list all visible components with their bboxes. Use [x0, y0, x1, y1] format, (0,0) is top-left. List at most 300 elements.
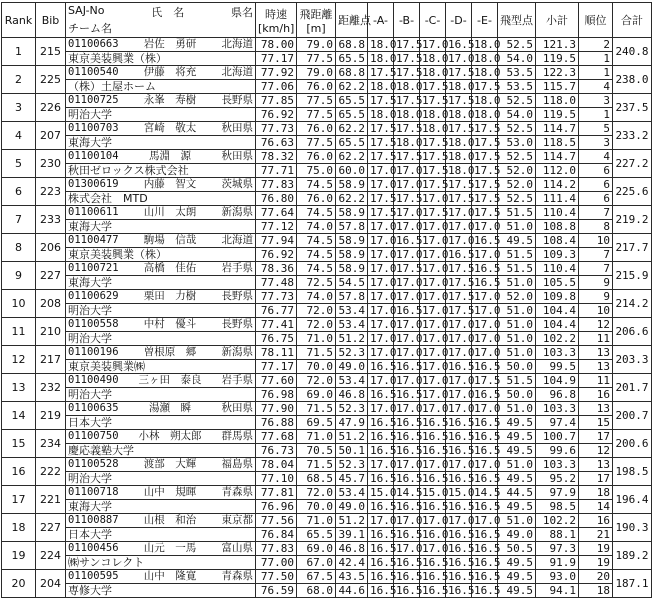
athlete-cell: [66, 486, 256, 500]
distance-points-cell: 58.9: [336, 262, 368, 276]
style-points-cell: 49.5: [498, 584, 536, 598]
distance-cell: 70.0: [297, 360, 336, 374]
judge-a-score: 17.0: [368, 346, 394, 360]
distance-points-cell: 52.3: [336, 402, 368, 416]
position-cell: 7: [579, 206, 613, 220]
rank-cell: 3: [2, 94, 36, 122]
team-cell: 東京美装興業（株）: [66, 248, 256, 262]
rank-cell: 7: [2, 206, 36, 234]
style-points-cell: 50.0: [498, 388, 536, 402]
distance-points-cell: 57.8: [336, 220, 368, 234]
athlete-cell: [66, 318, 256, 332]
judge-c-score: 17.0: [420, 542, 446, 556]
subtotal-cell: 109.3: [536, 248, 579, 262]
judge-d-score: 18.0: [446, 80, 472, 94]
athlete-name: 岩佐 勇研: [143, 38, 197, 50]
judge-c-score: 17.0: [420, 290, 446, 304]
athlete-name: 山川 太朗: [143, 206, 197, 218]
style-points-cell: 50.5: [498, 542, 536, 556]
subtotal-cell: 98.5: [536, 500, 579, 514]
judge-a-score: 16.5: [368, 500, 394, 514]
speed-cell: 78.04: [256, 458, 297, 472]
prefecture: 茨城県: [221, 178, 253, 190]
judge-a-score: 17.0: [368, 514, 394, 528]
position-cell: 4: [579, 80, 613, 94]
judge-a-score: 18.0: [368, 80, 394, 94]
judge-a-score: 16.5: [368, 528, 394, 542]
total-cell: 206.6: [613, 318, 652, 346]
judge-c-score: 17.5: [420, 178, 446, 192]
judge-c-score: 16.5: [420, 472, 446, 486]
bib-cell: 234: [36, 430, 66, 458]
saj-number: 01100540: [68, 66, 119, 78]
position-cell: 16: [579, 514, 613, 528]
speed-cell: 76.75: [256, 332, 297, 346]
distance-points-cell: 58.9: [336, 248, 368, 262]
style-points-cell: 49.0: [498, 528, 536, 542]
saj-number: 01100490: [68, 374, 119, 386]
judge-d-score: 17.5: [446, 94, 472, 108]
judge-b-score: 17.0: [394, 514, 420, 528]
bib-cell: 215: [36, 38, 66, 66]
distance-cell: 68.5: [297, 472, 336, 486]
distance-cell: 69.0: [297, 542, 336, 556]
distance-cell: 74.5: [297, 206, 336, 220]
distance-cell: 74.0: [297, 290, 336, 304]
athlete-cell: [66, 430, 256, 444]
subtotal-cell: 104.9: [536, 374, 579, 388]
judge-c-score: 16.5: [420, 444, 446, 458]
distance-points-cell: 42.4: [336, 556, 368, 570]
judge-d-score: 16.5: [446, 584, 472, 598]
prefecture: 群馬県: [221, 430, 253, 442]
judge-d-score: 17.0: [446, 514, 472, 528]
speed-cell: 77.17: [256, 52, 297, 66]
position-cell: 12: [579, 444, 613, 458]
bib-cell: 207: [36, 122, 66, 150]
style-points-cell: 54.0: [498, 108, 536, 122]
subtotal-cell: 119.5: [536, 108, 579, 122]
prefecture: 秋田県: [221, 402, 253, 414]
athlete-name: 高橋 佳佑: [143, 262, 197, 274]
bib-cell: 226: [36, 94, 66, 122]
table-row-second-jump: [2, 444, 652, 458]
saj-number: 01100528: [68, 458, 119, 470]
speed-cell: 78.32: [256, 150, 297, 164]
table-row-second-jump: [2, 584, 652, 598]
judge-b-score: 17.0: [394, 458, 420, 472]
judge-e-score: 16.5: [472, 570, 498, 584]
judge-a-score: 17.0: [368, 262, 394, 276]
athlete-line: [68, 374, 253, 387]
athlete-name: 中村 優斗: [143, 318, 197, 330]
table-row-second-jump: [2, 136, 652, 150]
table-row-second-jump: [2, 332, 652, 346]
table-row: [2, 402, 652, 416]
header-judge-b: -B-: [394, 3, 420, 38]
judge-c-score: 17.0: [420, 402, 446, 416]
distance-points-cell: 39.1: [336, 528, 368, 542]
saj-number: 01100635: [68, 402, 119, 414]
judge-e-score: 16.5: [472, 556, 498, 570]
table-row: [2, 290, 652, 304]
distance-points-cell: 50.1: [336, 444, 368, 458]
total-cell: 190.3: [613, 514, 652, 542]
judge-a-score: 17.0: [368, 234, 394, 248]
style-points-cell: 50.0: [498, 360, 536, 374]
saj-number: 01100750: [68, 430, 119, 442]
judge-b-score: 17.0: [394, 318, 420, 332]
results-table: [1, 2, 652, 598]
judge-e-score: 17.5: [472, 80, 498, 94]
judge-d-score: 17.0: [446, 318, 472, 332]
distance-cell: 77.5: [297, 136, 336, 150]
subtotal-cell: 110.4: [536, 262, 579, 276]
style-points-cell: 49.5: [498, 444, 536, 458]
prefecture: 東京都: [221, 514, 253, 526]
judge-e-score: 16.5: [472, 262, 498, 276]
header-distance-label: 飛距離: [299, 7, 333, 21]
saj-number: 01300619: [68, 178, 119, 190]
judge-c-score: 17.0: [420, 346, 446, 360]
distance-points-cell: 62.2: [336, 122, 368, 136]
table-row-second-jump: [2, 164, 652, 178]
judge-a-score: 17.0: [368, 374, 394, 388]
table-row-second-jump: [2, 276, 652, 290]
distance-points-cell: 53.4: [336, 304, 368, 318]
judge-b-score: 18.0: [394, 136, 420, 150]
position-cell: 15: [579, 416, 613, 430]
judge-e-score: 16.5: [472, 360, 498, 374]
prefecture: 新潟県: [221, 346, 253, 358]
position-cell: 18: [579, 486, 613, 500]
judge-d-score: 17.0: [446, 346, 472, 360]
athlete-cell: [66, 570, 256, 584]
judge-b-score: 17.0: [394, 290, 420, 304]
table-row: [2, 374, 652, 388]
speed-cell: 76.88: [256, 416, 297, 430]
style-points-cell: 52.0: [498, 290, 536, 304]
distance-points-cell: 65.5: [336, 108, 368, 122]
distance-cell: 77.5: [297, 94, 336, 108]
distance-cell: 74.5: [297, 248, 336, 262]
judge-c-score: 18.0: [420, 108, 446, 122]
position-cell: 10: [579, 234, 613, 248]
subtotal-cell: 114.7: [536, 150, 579, 164]
position-cell: 20: [579, 570, 613, 584]
header-judge-c: -C-: [420, 3, 446, 38]
athlete-line: [68, 402, 253, 415]
table-row: [2, 346, 652, 360]
position-cell: 3: [579, 94, 613, 108]
header-pref: 県名: [231, 6, 253, 19]
speed-cell: 77.41: [256, 318, 297, 332]
distance-cell: 67.0: [297, 556, 336, 570]
distance-cell: 72.0: [297, 486, 336, 500]
subtotal-cell: 97.4: [536, 416, 579, 430]
team-cell: 慶応義塾大学: [66, 444, 256, 458]
judge-a-score: 17.0: [368, 290, 394, 304]
athlete-cell: [66, 38, 256, 52]
table-row: [2, 66, 652, 80]
bib-cell: 225: [36, 66, 66, 94]
team-cell: 東京美装興業（株）: [66, 52, 256, 66]
judge-c-score: 17.0: [420, 360, 446, 374]
judge-e-score: 17.5: [472, 164, 498, 178]
position-cell: 13: [579, 360, 613, 374]
distance-cell: 74.5: [297, 234, 336, 248]
subtotal-cell: 96.8: [536, 388, 579, 402]
style-points-cell: 51.0: [498, 402, 536, 416]
style-points-cell: 51.0: [498, 220, 536, 234]
athlete-cell: [66, 66, 256, 80]
judge-a-score: 17.0: [368, 458, 394, 472]
style-points-cell: 49.5: [498, 234, 536, 248]
bib-cell: 230: [36, 150, 66, 178]
judge-a-score: 17.0: [368, 318, 394, 332]
distance-cell: 71.5: [297, 346, 336, 360]
subtotal-cell: 104.4: [536, 304, 579, 318]
position-cell: 8: [579, 220, 613, 234]
position-cell: 13: [579, 402, 613, 416]
table-row-second-jump: [2, 556, 652, 570]
athlete-line: [68, 178, 253, 191]
distance-cell: 72.0: [297, 304, 336, 318]
distance-points-cell: 62.2: [336, 192, 368, 206]
judge-d-score: 17.5: [446, 262, 472, 276]
table-row: [2, 122, 652, 136]
judge-e-score: 17.5: [472, 192, 498, 206]
athlete-line: [68, 206, 253, 219]
table-row-second-jump: [2, 388, 652, 402]
judge-a-score: 16.5: [368, 388, 394, 402]
distance-points-cell: 46.8: [336, 542, 368, 556]
distance-points-cell: 54.5: [336, 276, 368, 290]
table-row-second-jump: [2, 220, 652, 234]
distance-cell: 67.5: [297, 570, 336, 584]
header-name: 氏 名: [151, 6, 185, 19]
style-points-cell: 49.5: [498, 570, 536, 584]
total-cell: 233.2: [613, 122, 652, 150]
athlete-line: [68, 150, 253, 163]
rank-cell: 14: [2, 402, 36, 430]
distance-points-cell: 68.8: [336, 66, 368, 80]
judge-a-score: 17.0: [368, 248, 394, 262]
position-cell: 1: [579, 108, 613, 122]
judge-e-score: 16.5: [472, 584, 498, 598]
judge-b-score: 16.5: [394, 444, 420, 458]
speed-cell: 77.94: [256, 234, 297, 248]
position-cell: 10: [579, 304, 613, 318]
athlete-line: [68, 94, 253, 107]
judge-b-score: 16.5: [394, 430, 420, 444]
judge-c-score: 17.5: [420, 150, 446, 164]
judge-b-score: 16.5: [394, 472, 420, 486]
judge-e-score: 17.5: [472, 150, 498, 164]
athlete-line: [68, 486, 253, 499]
judge-a-score: 17.0: [368, 304, 394, 318]
speed-cell: 78.00: [256, 38, 297, 52]
table-header: [2, 3, 652, 38]
total-cell: 225.6: [613, 178, 652, 206]
style-points-cell: 51.5: [498, 262, 536, 276]
distance-cell: 72.5: [297, 276, 336, 290]
judge-d-score: 17.0: [446, 332, 472, 346]
judge-c-score: 17.5: [420, 136, 446, 150]
judge-a-score: 16.5: [368, 556, 394, 570]
subtotal-cell: 102.2: [536, 514, 579, 528]
athlete-name: 内藤 智文: [143, 178, 197, 190]
distance-points-cell: 62.2: [336, 150, 368, 164]
judge-c-score: 17.5: [420, 94, 446, 108]
bib-cell: 210: [36, 318, 66, 346]
athlete-line: [68, 290, 253, 303]
style-points-cell: 52.5: [498, 150, 536, 164]
judge-a-score: 16.5: [368, 430, 394, 444]
bib-cell: 227: [36, 262, 66, 290]
judge-c-score: 17.5: [420, 206, 446, 220]
speed-cell: 77.48: [256, 276, 297, 290]
position-cell: 11: [579, 332, 613, 346]
judge-b-score: 17.0: [394, 374, 420, 388]
total-cell: 187.1: [613, 570, 652, 598]
speed-cell: 76.92: [256, 108, 297, 122]
bib-cell: 233: [36, 206, 66, 234]
judge-d-score: 18.0: [446, 150, 472, 164]
judge-e-score: 16.5: [472, 444, 498, 458]
prefecture: 秋田県: [221, 150, 253, 162]
rank-cell: 20: [2, 570, 36, 598]
rank-cell: 18: [2, 514, 36, 542]
judge-a-score: 17.5: [368, 150, 394, 164]
judge-b-score: 17.0: [394, 220, 420, 234]
judge-b-score: 16.5: [394, 234, 420, 248]
judge-d-score: 18.0: [446, 164, 472, 178]
subtotal-cell: 99.5: [536, 360, 579, 374]
table-row: [2, 38, 652, 52]
position-cell: 1: [579, 52, 613, 66]
distance-cell: 76.0: [297, 122, 336, 136]
distance-cell: 70.5: [297, 444, 336, 458]
table-row: [2, 514, 652, 528]
speed-cell: 77.06: [256, 80, 297, 94]
rank-cell: 11: [2, 318, 36, 346]
distance-points-cell: 47.9: [336, 416, 368, 430]
distance-cell: 76.0: [297, 80, 336, 94]
position-cell: 13: [579, 458, 613, 472]
subtotal-cell: 115.7: [536, 80, 579, 94]
judge-a-score: 18.0: [368, 108, 394, 122]
distance-cell: 77.5: [297, 52, 336, 66]
header-saj-no: SAJ-No: [68, 4, 105, 17]
total-cell: 201.7: [613, 374, 652, 402]
speed-cell: 78.11: [256, 346, 297, 360]
rank-cell: 17: [2, 486, 36, 514]
speed-cell: 77.73: [256, 290, 297, 304]
prefecture: 新潟県: [221, 206, 253, 218]
total-cell: 215.9: [613, 262, 652, 290]
athlete-name: 山根 和治: [143, 514, 197, 526]
judge-b-score: 18.0: [394, 108, 420, 122]
table-body: [2, 38, 652, 598]
position-cell: 2: [579, 38, 613, 52]
distance-cell: 69.0: [297, 388, 336, 402]
judge-e-score: 17.5: [472, 206, 498, 220]
subtotal-cell: 103.3: [536, 402, 579, 416]
athlete-line: [68, 430, 253, 443]
team-cell: 東海大学: [66, 220, 256, 234]
subtotal-cell: 97.9: [536, 486, 579, 500]
judge-a-score: 18.0: [368, 38, 394, 52]
subtotal-cell: 103.3: [536, 346, 579, 360]
speed-cell: 77.73: [256, 122, 297, 136]
saj-number: 01100629: [68, 290, 119, 302]
distance-points-cell: 49.0: [336, 500, 368, 514]
judge-e-score: 14.5: [472, 486, 498, 500]
judge-d-score: 17.5: [446, 122, 472, 136]
judge-d-score: 17.0: [446, 206, 472, 220]
style-points-cell: 53.5: [498, 66, 536, 80]
subtotal-cell: 100.7: [536, 430, 579, 444]
judge-b-score: 17.0: [394, 178, 420, 192]
table-row: [2, 94, 652, 108]
judge-c-score: 18.0: [420, 66, 446, 80]
saj-number: 01100104: [68, 150, 119, 162]
bib-cell: 227: [36, 514, 66, 542]
athlete-name: 栗田 力樹: [143, 290, 197, 302]
position-cell: 6: [579, 178, 613, 192]
judge-c-score: 18.0: [420, 122, 446, 136]
saj-number: 01100663: [68, 38, 119, 50]
judge-c-score: 16.0: [420, 528, 446, 542]
distance-cell: 71.5: [297, 402, 336, 416]
saj-number: 01100477: [68, 234, 119, 246]
athlete-name: 渡部 大輝: [143, 458, 197, 470]
judge-e-score: 17.0: [472, 514, 498, 528]
distance-cell: 74.0: [297, 220, 336, 234]
style-points-cell: 51.0: [498, 332, 536, 346]
athlete-cell: [66, 542, 256, 556]
team-cell: 明治大学: [66, 304, 256, 318]
judge-a-score: 17.5: [368, 94, 394, 108]
subtotal-cell: 108.8: [536, 220, 579, 234]
rank-cell: 1: [2, 38, 36, 66]
position-cell: 17: [579, 430, 613, 444]
team-cell: 東京美装興業㈱: [66, 360, 256, 374]
judge-d-score: 16.5: [446, 528, 472, 542]
table-row-second-jump: [2, 192, 652, 206]
bib-cell: 224: [36, 542, 66, 570]
distance-points-cell: 46.8: [336, 388, 368, 402]
rank-cell: 16: [2, 458, 36, 486]
judge-d-score: 16.5: [446, 248, 472, 262]
total-cell: 203.3: [613, 346, 652, 374]
distance-points-cell: 58.9: [336, 178, 368, 192]
total-cell: 200.7: [613, 402, 652, 430]
judge-d-score: 16.5: [446, 360, 472, 374]
position-cell: 1: [579, 66, 613, 80]
speed-cell: 76.84: [256, 528, 297, 542]
judge-e-score: 16.5: [472, 500, 498, 514]
judge-d-score: 17.5: [446, 304, 472, 318]
judge-c-score: 17.0: [420, 248, 446, 262]
distance-points-cell: 68.8: [336, 38, 368, 52]
judge-c-score: 17.0: [420, 276, 446, 290]
judge-e-score: 17.0: [472, 248, 498, 262]
table-row: [2, 234, 652, 248]
athlete-cell: [66, 94, 256, 108]
prefecture: 長野県: [221, 290, 253, 302]
